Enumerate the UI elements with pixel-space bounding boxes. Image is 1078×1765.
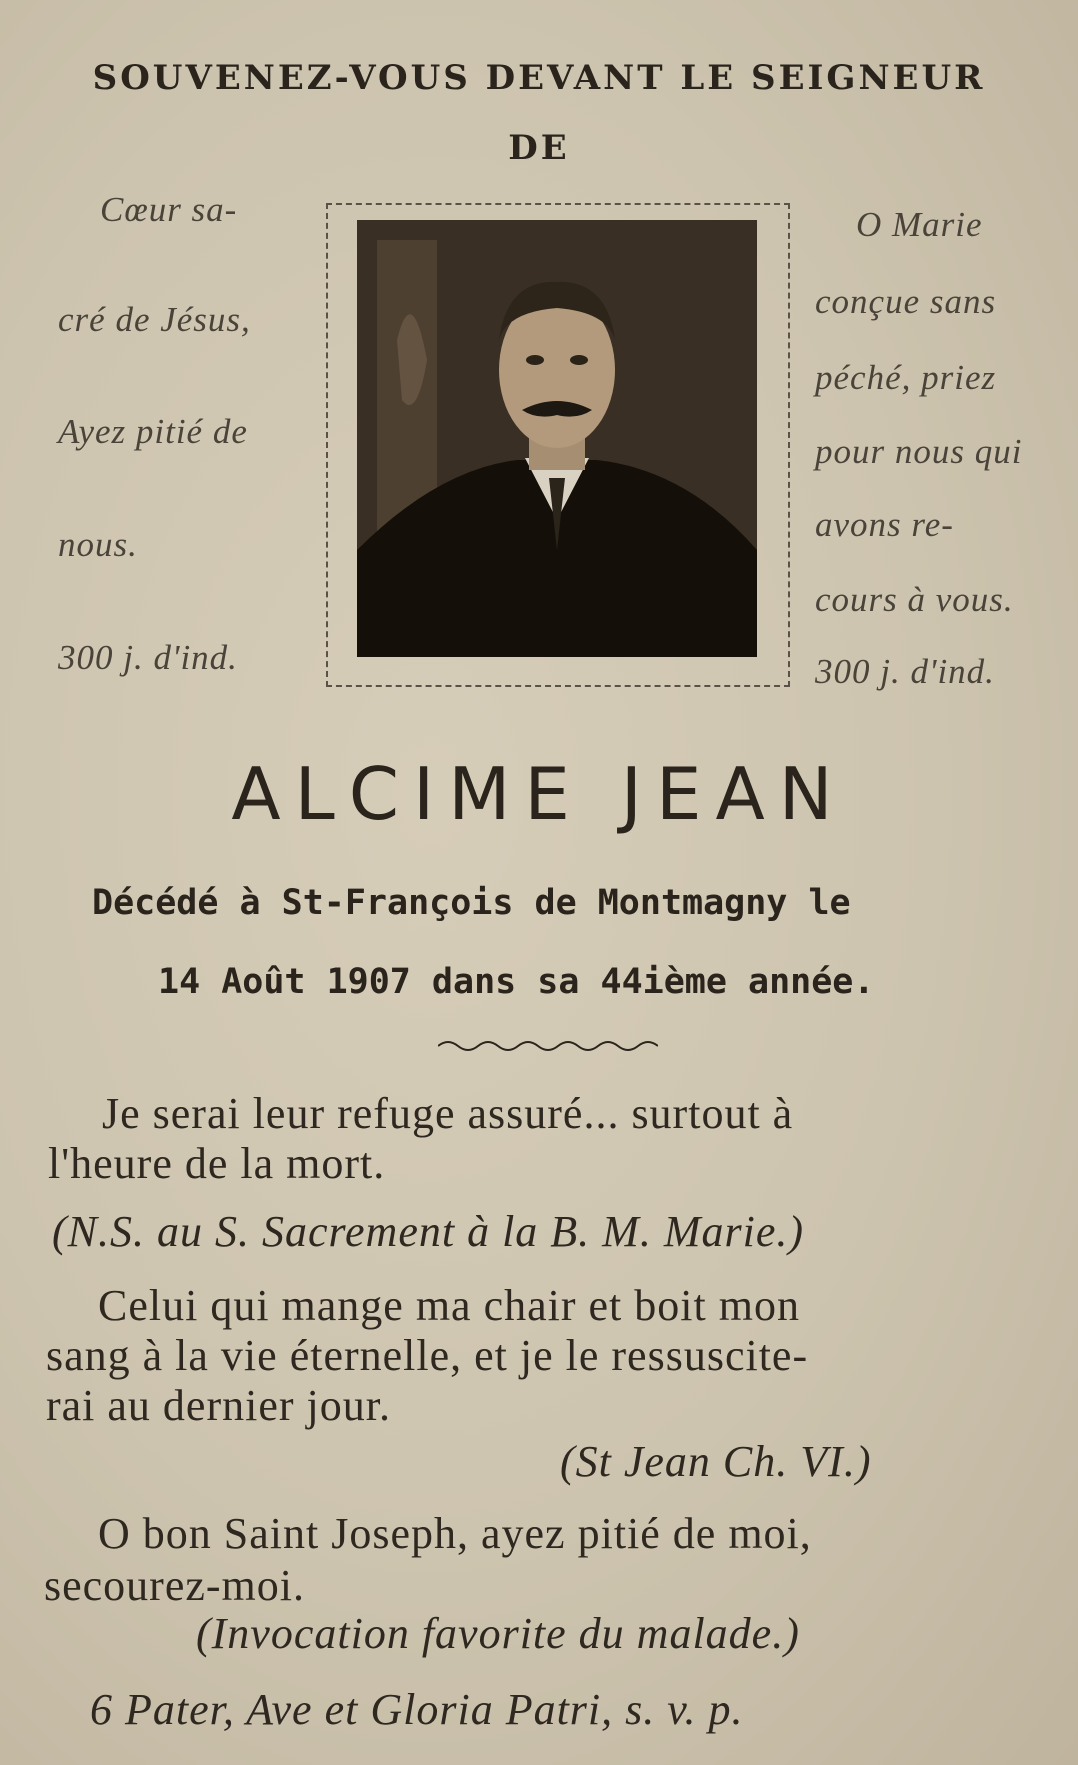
deceased-name: ALCIME JEAN	[231, 752, 847, 836]
quote2-line-3: rai au dernier jour.	[46, 1381, 391, 1430]
right-prayer-line-5: avons re-	[815, 505, 954, 544]
quote2-line-2: sang à la vie éternelle, et je le ressuscite-	[46, 1331, 809, 1380]
quote3-line-1: O bon Saint Joseph, ayez pitié de moi,	[98, 1509, 812, 1558]
right-prayer-line-3: péché, priez	[815, 358, 997, 397]
left-prayer-indulgence: 300 j. d'ind.	[58, 638, 238, 677]
portrait-figure	[357, 220, 757, 657]
quote2-line-1: Celui qui mange ma chair et boit mon	[98, 1281, 800, 1330]
quote3-line-2: secourez-moi.	[44, 1561, 305, 1610]
left-prayer-line-1: Cœur sa-	[100, 190, 238, 229]
quote2-source: (St Jean Ch. VI.)	[560, 1437, 872, 1486]
left-prayer-line-4: nous.	[58, 525, 138, 564]
quote1-line-1: Je serai leur refuge assuré... surtout à	[102, 1089, 794, 1138]
header-line-1: SOUVENEZ-VOUS DEVANT LE SEIGNEUR	[92, 58, 986, 98]
quote1-source: (N.S. au S. Sacrement à la B. M. Marie.)	[52, 1207, 805, 1256]
quote3-source: (Invocation favorite du malade.)	[196, 1609, 800, 1658]
closing-line: 6 Pater, Ave et Gloria Patri, s. v. p.	[90, 1685, 744, 1734]
death-line-1: Décédé à St-François de Montmagny le	[92, 883, 851, 923]
right-prayer-indulgence: 300 j. d'ind.	[815, 652, 995, 691]
right-prayer-line-4: pour nous qui	[815, 432, 1023, 471]
right-prayer-line-1: O Marie	[856, 205, 983, 244]
right-prayer-line-6: cours à vous.	[815, 580, 1014, 619]
death-line-2: 14 Août 1907 dans sa 44ième année.	[158, 962, 875, 1002]
left-prayer-line-2: cré de Jésus,	[58, 300, 251, 339]
portrait-photo	[357, 220, 757, 657]
right-prayer-line-2: conçue sans	[815, 282, 997, 321]
quote1-line-2: l'heure de la mort.	[48, 1139, 386, 1188]
wavy-divider	[438, 1036, 658, 1056]
left-prayer-line-3: Ayez pitié de	[58, 412, 248, 451]
header-line-2: DE	[508, 128, 570, 168]
